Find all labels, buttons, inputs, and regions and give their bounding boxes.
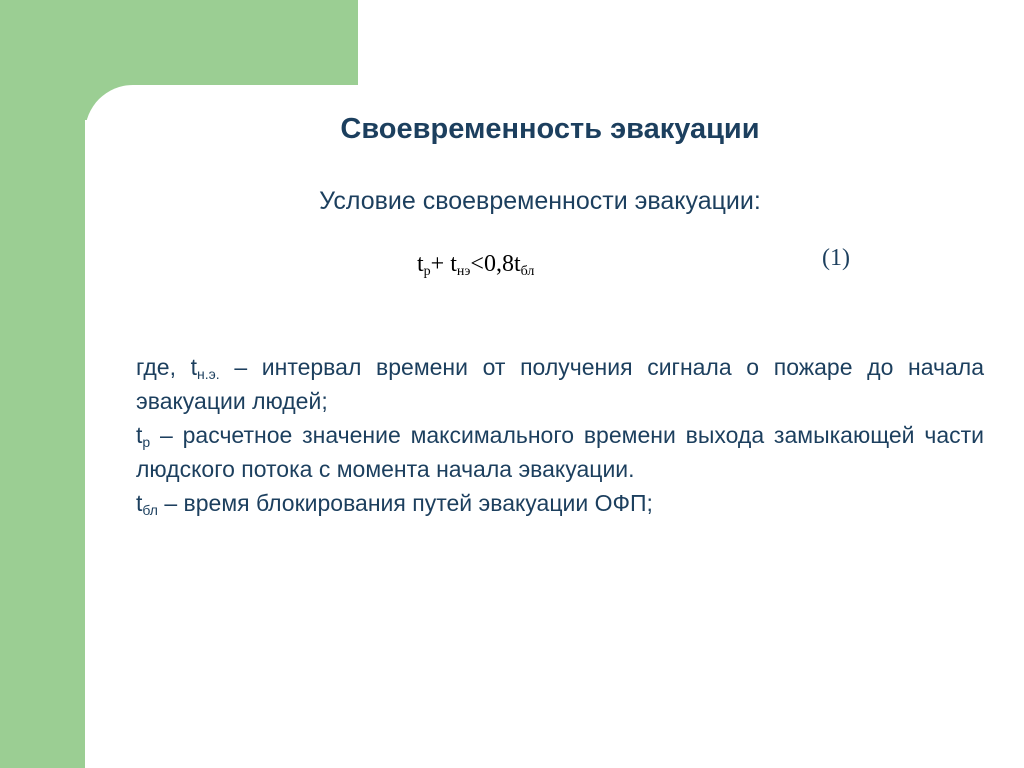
definition-text: – интервал времени от получения сигнала о пожаре до начала эвакуации людей; <box>136 354 984 414</box>
definition-subscript: н.э. <box>197 366 220 382</box>
formula-number: (1) <box>822 245 850 271</box>
slide-subtitle: Условие своевременности эвакуации: <box>319 187 761 215</box>
definition-symbol: t <box>136 490 143 516</box>
formula-t-bl-subscript: бл <box>520 264 535 279</box>
formula-less-than: <0,8 <box>470 251 514 277</box>
definition-text: – время блокирования путей эвакуации ОФП; <box>157 490 653 516</box>
definition-t-p <box>136 418 984 486</box>
formula-t-ne-subscript: нэ <box>456 264 471 279</box>
slide-title: Своевременность эвакуации <box>340 113 760 145</box>
evacuation-formula <box>417 251 534 278</box>
formula-plus: + <box>430 251 451 277</box>
formula-t-ne: t <box>450 251 457 277</box>
definition-symbol: t <box>136 422 143 448</box>
definitions-list <box>136 350 984 520</box>
formula-t-bl: t <box>513 251 521 277</box>
formula-t-p-subscript: р <box>423 264 431 279</box>
formula-t-p: t <box>417 251 424 277</box>
definition-t-ne <box>136 350 984 418</box>
definition-subscript: р <box>142 434 151 450</box>
definition-lead: где, <box>136 354 191 380</box>
definition-text: – расчетное значение максимального времени выхода замыкающей части людского потока с момента начала эвакуации. <box>136 422 984 482</box>
definition-symbol: t <box>190 354 198 380</box>
definition-subscript: бл <box>142 502 158 518</box>
definition-t-bl <box>136 486 984 520</box>
